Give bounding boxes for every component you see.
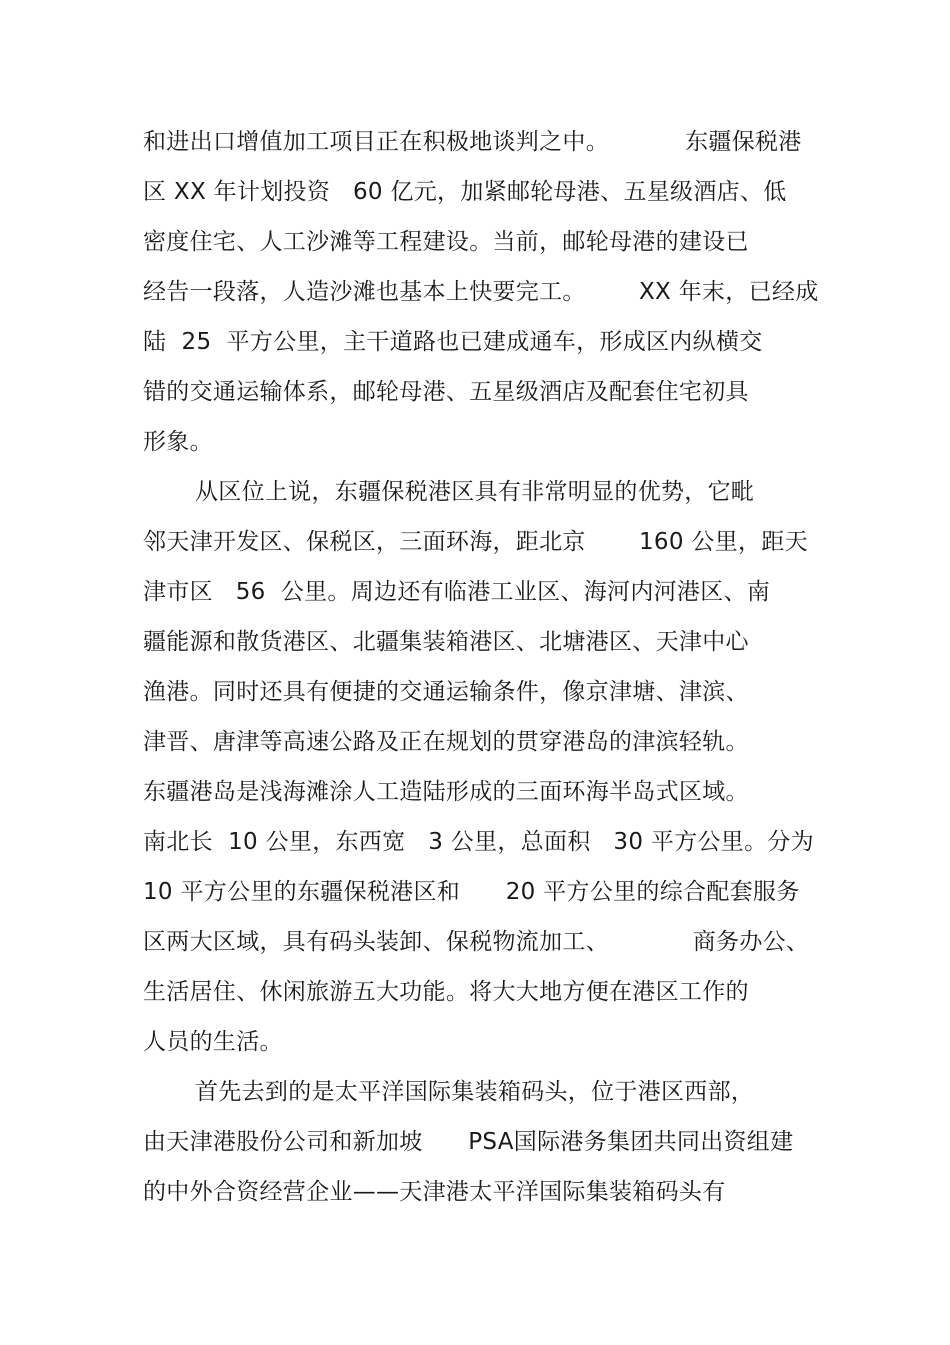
text-line: 渔港。同时还具有便捷的交通运输条件，像京津塘、津滨、 (143, 679, 749, 705)
text-line: 错的交通运输体系，邮轮母港、五星级酒店及配套住宅初具 (143, 379, 749, 405)
text-line: 区两大区域，具有码头装卸、保税物流加工、 商务办公、 (143, 929, 810, 955)
paragraph-first-line: 从区位上说，东疆保税港区具有非常明显的优势，它毗 (195, 479, 755, 505)
text-line: 区 XX 年计划投资 60 亿元，加紧邮轮母港、五星级酒店、低 (143, 179, 787, 205)
text-line: 的中外合资经营企业——天津港太平洋国际集装箱码头有 (143, 1179, 726, 1205)
text-line: 南北长 10 公里，东西宽 3 公里，总面积 30 平方公里。分为 (143, 829, 814, 855)
text-line: 东疆港岛是浅海滩涂人工造陆形成的三面环海半岛式区域。 (143, 779, 749, 805)
text-line: 经告一段落，人造沙滩也基本上快要完工。 XX 年末，已经成 (143, 279, 819, 305)
text-line: 由天津港股份公司和新加坡 PSA国际港务集团共同出资组建 (143, 1129, 794, 1155)
text-line: 陆 25 平方公里，主干道路也已建成通车，形成区内纵横交 (143, 329, 763, 355)
paragraph-first-line: 首先去到的是太平洋国际集装箱码头，位于港区西部， (195, 1079, 755, 1105)
text-line: 疆能源和散货港区、北疆集装箱港区、北塘港区、天津中心 (143, 629, 749, 655)
text-line: 邻天津开发区、保税区，三面环海，距北京 160 公里，距天 (143, 529, 808, 555)
text-line: 人员的生活。 (143, 1029, 283, 1055)
text-line: 生活居住、休闲旅游五大功能。将大大地方便在港区工作的 (143, 979, 749, 1005)
text-line: 津市区 56 公里。周边还有临港工业区、海河内河港区、南 (143, 579, 771, 605)
text-line: 密度住宅、人工沙滩等工程建设。当前，邮轮母港的建设已 (143, 229, 749, 255)
text-line: 10 平方公里的东疆保税港区和 20 平方公里的综合配套服务 (143, 879, 800, 905)
text-line: 和进出口增值加工项目正在积极地谈判之中。 东疆保税港 (143, 129, 802, 155)
text-line: 形象。 (143, 429, 213, 455)
text-line: 津晋、唐津等高速公路及正在规划的贯穿港岛的津滨轻轨。 (143, 729, 749, 755)
